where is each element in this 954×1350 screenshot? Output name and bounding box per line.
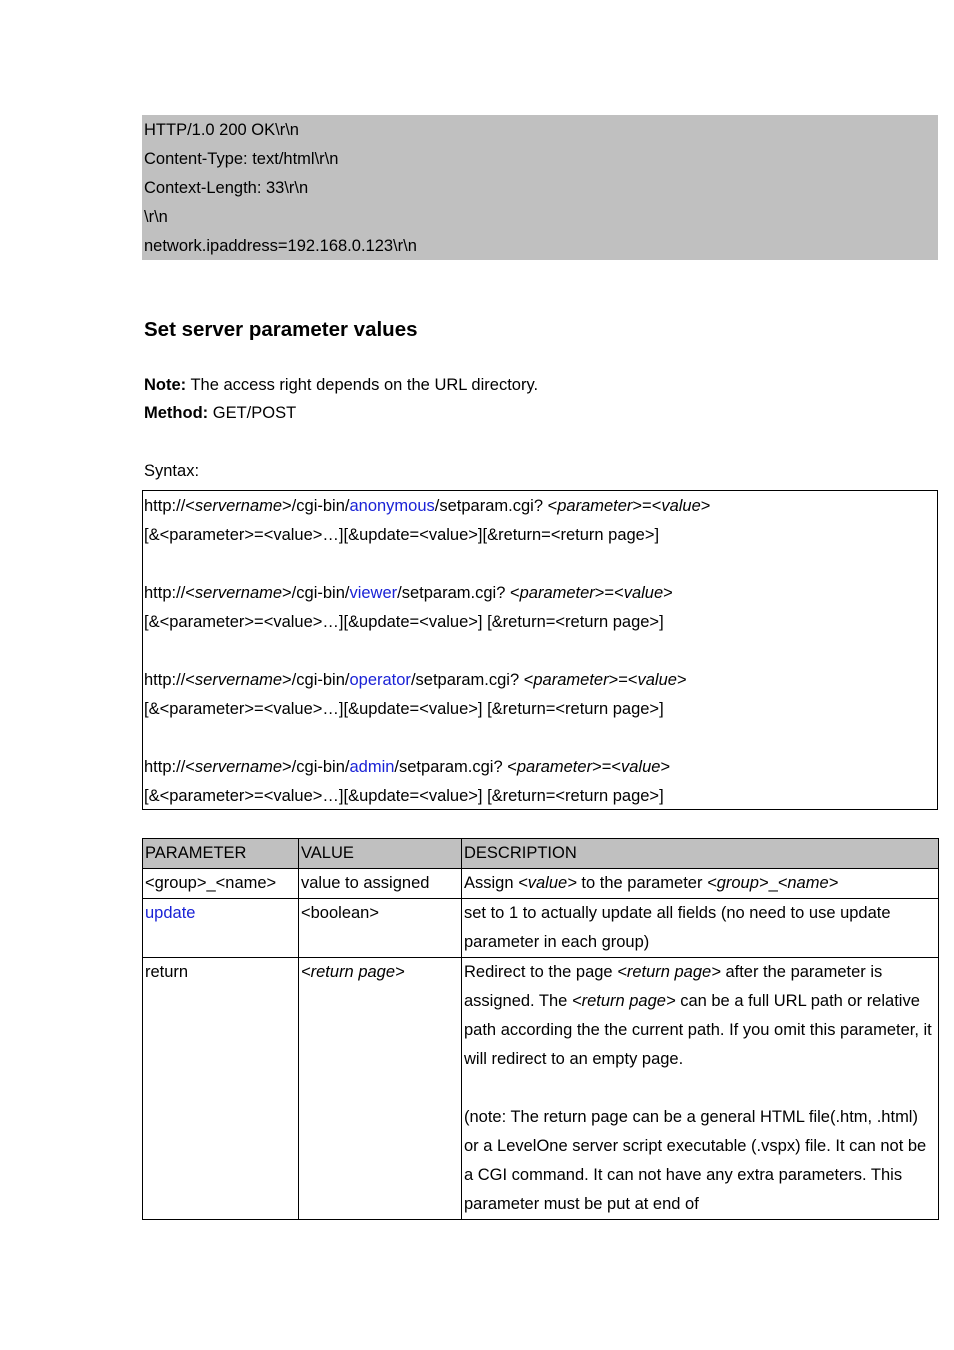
http-response-block (142, 115, 938, 260)
param-name: return (143, 958, 299, 1220)
syntax-options-line: [&<parameter>=<value>…][&update=<value>] [&return=<return page>] (144, 700, 664, 718)
param-name: update (143, 899, 299, 958)
syntax-url-line: http://<servername>/cgi-bin/admin/setparam.cgi? <parameter>=<value> (144, 758, 671, 776)
syntax-label: Syntax: (144, 462, 200, 480)
response-line: Context-Length: 33\r\n (144, 179, 309, 197)
syntax-url-line: http://<servername>/cgi-bin/anonymous/setparam.cgi? <parameter>=<value> (144, 497, 711, 515)
method-label: Method: (144, 404, 209, 422)
param-value: value to assigned (299, 869, 462, 899)
response-line: Content-Type: text/html\r\n (144, 150, 339, 168)
syntax-dir: viewer (349, 584, 398, 602)
syntax-url-line: http://<servername>/cgi-bin/viewer/setparam.cgi? <parameter>=<value> (144, 584, 673, 602)
column-header: VALUE (299, 839, 462, 869)
param-value: <return page> (299, 958, 462, 1220)
syntax-options-line: [&<parameter>=<value>…][&update=<value>] [&return=<return page>] (144, 613, 664, 631)
param-name: <group>_<name> (143, 869, 299, 899)
syntax-url-line: http://<servername>/cgi-bin/operator/setparam.cgi? <parameter>=<value> (144, 671, 687, 689)
table-row (143, 899, 939, 958)
column-header: DESCRIPTION (462, 839, 939, 869)
note-text: The access right depends on the URL directory. (186, 376, 539, 394)
syntax-dir: admin (349, 758, 395, 776)
method-text: GET/POST (208, 404, 297, 422)
syntax-dir: anonymous (349, 497, 435, 515)
note-line (144, 376, 538, 395)
response-line: \r\n (144, 208, 168, 226)
section-title: Set server parameter values (144, 318, 418, 341)
syntax-dir: operator (349, 671, 411, 689)
response-line: network.ipaddress=192.168.0.123\r\n (144, 237, 417, 255)
syntax-box (142, 490, 938, 810)
column-header: PARAMETER (143, 839, 299, 869)
syntax-options-line: [&<parameter>=<value>…][&update=<value>][&return=<return page>] (144, 526, 660, 544)
response-line: HTTP/1.0 200 OK\r\n (144, 121, 299, 139)
parameter-table (142, 838, 939, 1220)
syntax-options-line: [&<parameter>=<value>…][&update=<value>] [&return=<return page>] (144, 787, 664, 805)
table-row (143, 869, 939, 899)
param-description: Assign <value> to the parameter <group>_<name> (462, 869, 939, 899)
table-row (143, 958, 939, 1220)
table-header-row (143, 839, 939, 869)
param-description: Redirect to the page <return page> after the parameter is assigned. The <return page> can be a full URL path or relative path according the the current path. If you omit this parameter, it will redirect to an empty page. (note: The return page can be a general HTML file(.htm, .html) or a LevelOne server script executable (.vspx) file. It can not be a CGI command. It can not have any extra parameters. This parameter must be put at end of (462, 958, 939, 1220)
note-label: Note: (144, 376, 187, 394)
method-line (144, 404, 296, 423)
param-value: <boolean> (299, 899, 462, 958)
param-description: set to 1 to actually update all fields (no need to use update parameter in each group) (462, 899, 939, 958)
param-note: (note: The return page can be a general HTML file(.htm, .html) or a LevelOne server script executable (.vspx) file. It can not be a CGI command. It can not have any extra parameters. This parameter must be put at end of (464, 1108, 927, 1213)
